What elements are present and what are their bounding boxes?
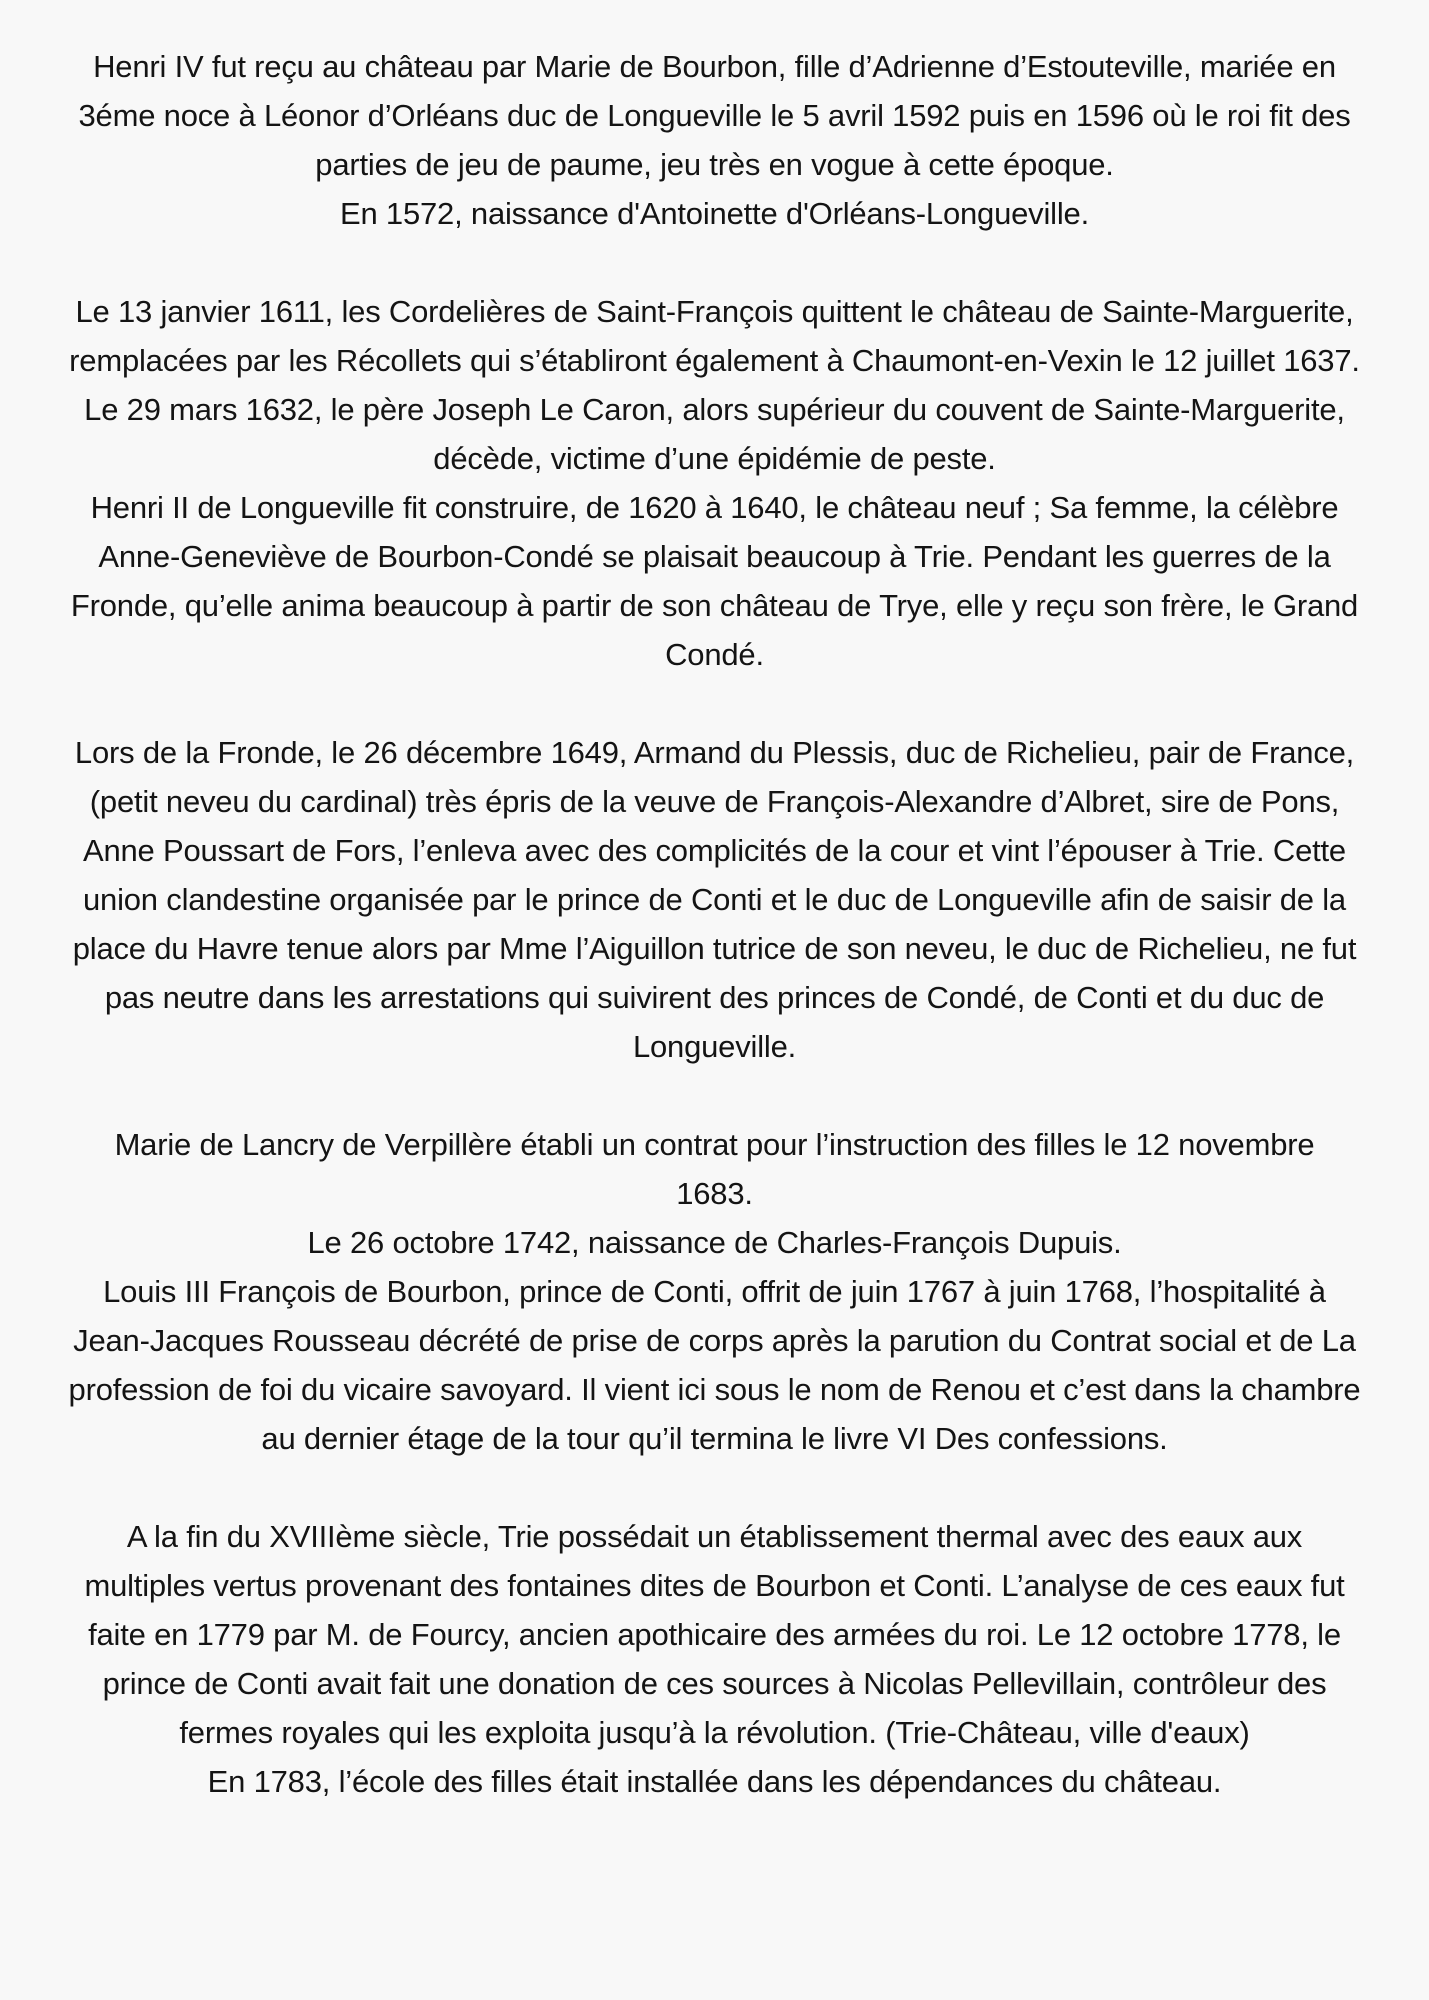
text-line: Jean-Jacques Rousseau décrété de prise de corps après la parution du Contrat social et de La bbox=[73, 1323, 1356, 1358]
text-line: Fronde, qu’elle anima beaucoup à partir de son château de Trye, elle y reçu son frère, le Grand bbox=[70, 588, 1359, 623]
text-line: Henri II de Longueville fit construire, de 1620 à 1640, le château neuf ; Sa femme, la célèbre bbox=[90, 490, 1339, 525]
text-line: décède, victime d’une épidémie de peste. bbox=[433, 441, 996, 476]
text-line: Longueville. bbox=[632, 1029, 797, 1064]
text-line: Henri IV fut reçu au château par Marie de Bourbon, fille d’Adrienne d’Estouteville, mariée en bbox=[93, 49, 1336, 84]
text-line: Marie de Lancry de Verpillère établi un contrat pour l’instruction des filles le 12 novembre bbox=[114, 1127, 1315, 1162]
text-line: au dernier étage de la tour qu’il termina le livre VI Des confessions. bbox=[261, 1421, 1168, 1456]
text-line: pas neutre dans les arrestations qui suivirent des princes de Condé, de Conti et du duc de bbox=[104, 980, 1325, 1015]
text-line: Condé. bbox=[665, 637, 764, 672]
paragraph-rousseau bbox=[30, 1120, 1399, 1463]
text-line: Le 13 janvier 1611, les Cordelières de Saint-François quittent le château de Sainte-Marguerite, bbox=[75, 294, 1354, 329]
paragraph-fronde bbox=[30, 728, 1399, 1071]
text-line: prince de Conti avait fait une donation de ces sources à Nicolas Pellevillain, contrôleur des bbox=[102, 1666, 1327, 1701]
paragraph-henri-iv bbox=[30, 42, 1399, 238]
text-line: Lors de la Fronde, le 26 décembre 1649, Armand du Plessis, duc de Richelieu, pair de France, bbox=[74, 735, 1355, 770]
text-line: faite en 1779 par M. de Fourcy, ancien apothicaire des armées du roi. Le 12 octobre 1778, le bbox=[88, 1617, 1341, 1652]
text-line: fermes royales qui les exploita jusqu’à la révolution. (Trie-Château, ville d'eaux) bbox=[179, 1715, 1250, 1750]
text-line: multiples vertus provenant des fontaines dites de Bourbon et Conti. L’analyse de ces eaux fut bbox=[84, 1568, 1345, 1603]
document-body bbox=[30, 42, 1399, 1806]
paragraph-thermal-waters bbox=[30, 1512, 1399, 1806]
text-line: 3éme noce à Léonor d’Orléans duc de Longueville le 5 avril 1592 puis en 1596 où le roi fit des bbox=[78, 98, 1351, 133]
text-line: Louis III François de Bourbon, prince de Conti, offrit de juin 1767 à juin 1768, l’hospitalité à bbox=[103, 1274, 1326, 1309]
text-line: profession de foi du vicaire savoyard. Il vient ici sous le nom de Renou et c’est dans la chambre bbox=[68, 1372, 1361, 1407]
text-line: (petit neveu du cardinal) très épris de la veuve de François-Alexandre d’Albret, sire de Pons, bbox=[89, 784, 1340, 819]
text-line: Anne-Geneviève de Bourbon-Condé se plaisait beaucoup à Trie. Pendant les guerres de la bbox=[98, 539, 1331, 574]
paragraph-cordelieres bbox=[30, 287, 1399, 679]
text-line: Le 26 octobre 1742, naissance de Charles-François Dupuis. bbox=[307, 1225, 1122, 1260]
text-line: Le 29 mars 1632, le père Joseph Le Caron, alors supérieur du couvent de Sainte-Marguerite, bbox=[84, 392, 1345, 427]
text-line: A la fin du XVIIIème siècle, Trie possédait un établissement thermal avec des eaux aux bbox=[126, 1519, 1303, 1554]
text-line: 1683. bbox=[676, 1176, 753, 1211]
text-line: parties de jeu de paume, jeu très en vogue à cette époque. bbox=[315, 147, 1114, 182]
text-line: union clandestine organisée par le prince de Conti et le duc de Longueville afin de saisir de la bbox=[83, 882, 1346, 917]
text-line: En 1783, l’école des filles était installée dans les dépendances du château. bbox=[207, 1764, 1222, 1799]
text-line: remplacées par les Récollets qui s’établiront également à Chaumont-en-Vexin le 12 juillet 1637. bbox=[69, 343, 1360, 378]
text-line: Anne Poussart de Fors, l’enleva avec des complicités de la cour et vint l’épouser à Trie. Cette bbox=[83, 833, 1346, 868]
text-line: En 1572, naissance d'Antoinette d'Orléans-Longueville. bbox=[340, 196, 1089, 231]
text-line: place du Havre tenue alors par Mme l’Aiguillon tutrice de son neveu, le duc de Richelieu, ne fut bbox=[72, 931, 1357, 966]
